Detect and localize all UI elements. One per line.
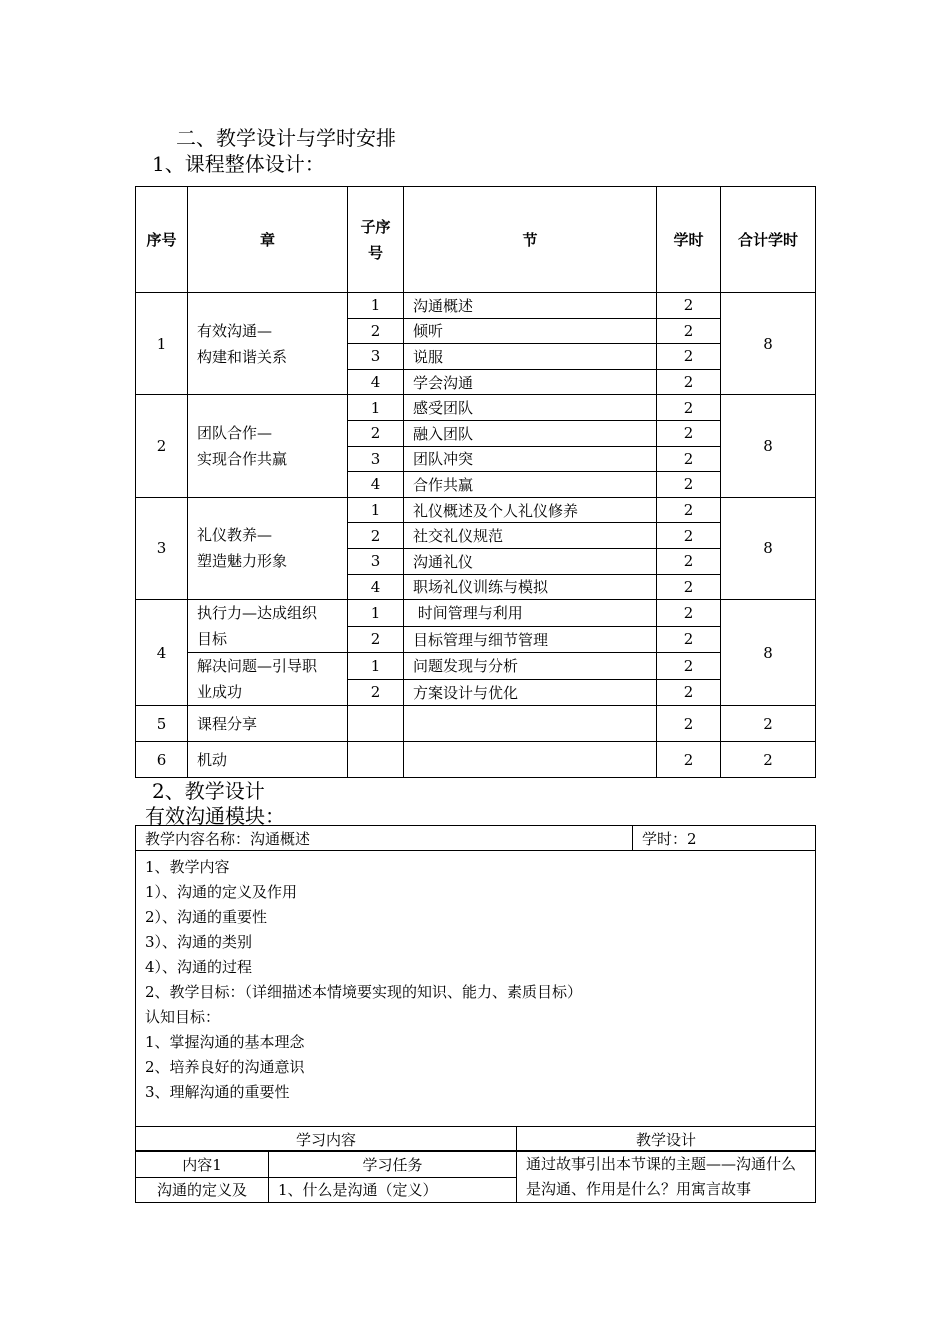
lesson-content-cell (136, 851, 816, 1151)
section-hours: 2 (657, 293, 721, 319)
sub-no-empty (348, 742, 404, 778)
total-hours: 8 (721, 395, 816, 497)
learn-content-header: 学习内容 (136, 1127, 517, 1152)
content-line: 1）、沟通的定义及作用 (145, 883, 298, 901)
section-name: 沟通概述 (404, 293, 657, 319)
section-hours: 2 (657, 742, 721, 778)
sub-no: 1 (348, 600, 404, 627)
section-hours: 2 (657, 706, 721, 742)
group-no: 2 (136, 395, 188, 497)
section-name: 说服 (404, 344, 657, 370)
chapter-cell: 礼仪教养— 塑造魅力形象 (188, 497, 348, 599)
content-line: 1、掌握沟通的基本理念 (145, 1033, 305, 1051)
task-header: 学习任务 (269, 1152, 517, 1178)
section-name: 社交礼仪规范 (404, 523, 657, 549)
section-name: 沟通礼仪 (404, 548, 657, 574)
group-no: 1 (136, 293, 188, 395)
section-hours: 2 (657, 574, 721, 600)
section-name: 职场礼仪训练与模拟 (404, 574, 657, 600)
table-row (136, 600, 816, 627)
lesson-hours: 学时：2 (633, 826, 816, 851)
lesson-content-table (135, 825, 816, 1151)
section-hours: 2 (657, 653, 721, 680)
task-cell: 1、什么是沟通（定义） (269, 1177, 517, 1203)
course-overall-table (135, 186, 816, 778)
lesson-body-row (136, 851, 816, 1151)
module-heading: 有效沟通模块： (145, 804, 285, 828)
content1-header: 内容1 (136, 1152, 269, 1178)
header-section: 节 (404, 187, 657, 293)
chapter-cell: 课程分享 (188, 706, 348, 742)
section-name: 礼仪概述及个人礼仪修养 (404, 497, 657, 523)
section-name: 学会沟通 (404, 369, 657, 395)
total-hours: 8 (721, 600, 816, 706)
table-row (136, 742, 816, 778)
content-line: 4）、沟通的过程 (145, 958, 253, 976)
group-no: 4 (136, 600, 188, 706)
content-line: 3、理解沟通的重要性 (145, 1083, 290, 1101)
section-hours: 2 (657, 420, 721, 446)
section-name: 时间管理与利用 (404, 600, 657, 627)
sub-no: 4 (348, 369, 404, 395)
total-hours: 8 (721, 497, 816, 599)
section-hours: 2 (657, 369, 721, 395)
sub-no: 3 (348, 548, 404, 574)
sub-no: 1 (348, 497, 404, 523)
section-name: 融入团队 (404, 420, 657, 446)
section-hours: 2 (657, 523, 721, 549)
section-hours: 2 (657, 548, 721, 574)
content-line: 认知目标： (145, 1008, 221, 1026)
table-row (136, 1127, 816, 1152)
chapter-cell: 有效沟通— 构建和谐关系 (188, 293, 348, 395)
content-line: 1、教学内容 (145, 858, 230, 876)
group-no: 3 (136, 497, 188, 599)
section-empty (404, 742, 657, 778)
table-header-row (136, 187, 816, 293)
content-line: 2）、沟通的重要性 (145, 908, 268, 926)
sub-no: 2 (348, 626, 404, 653)
teaching-design-heading: 2、教学设计 (152, 779, 265, 803)
sub-no-empty (348, 706, 404, 742)
header-total: 合计学时 (721, 187, 816, 293)
section-name: 方案设计与优化 (404, 679, 657, 706)
section-hours: 2 (657, 446, 721, 472)
section-hours: 2 (657, 600, 721, 627)
section-name: 倾听 (404, 318, 657, 344)
lesson-title-row (136, 826, 816, 851)
section-hours: 2 (657, 344, 721, 370)
sub-no: 4 (348, 472, 404, 498)
table-row (136, 1152, 816, 1178)
sub-no: 4 (348, 574, 404, 600)
chapter-cell: 执行力—达成组织 目标 (188, 600, 348, 653)
chapter-cell: 团队合作— 实现合作共赢 (188, 395, 348, 497)
section-hours: 2 (657, 318, 721, 344)
sub-no: 2 (348, 523, 404, 549)
overall-design-heading: 1、课程整体设计： (152, 152, 325, 176)
sub-no: 1 (348, 395, 404, 421)
group-no: 6 (136, 742, 188, 778)
section-name: 问题发现与分析 (404, 653, 657, 680)
sub-no: 2 (348, 318, 404, 344)
header-no: 序号 (136, 187, 188, 293)
table-row (136, 653, 816, 680)
section-hours: 2 (657, 395, 721, 421)
section-hours: 2 (657, 679, 721, 706)
sub-no: 2 (348, 420, 404, 446)
header-chapter: 章 (188, 187, 348, 293)
content-line: 2、教学目标：（详细描述本情境要实现的知识、能力、素质目标） (145, 983, 583, 1001)
sub-no: 2 (348, 679, 404, 706)
sub-no: 1 (348, 653, 404, 680)
section-hours: 2 (657, 626, 721, 653)
section-heading: 二、教学设计与学时安排 (176, 126, 396, 150)
table-row (136, 497, 816, 523)
chapter-cell: 机动 (188, 742, 348, 778)
sub-no: 1 (348, 293, 404, 319)
table-row (136, 395, 816, 421)
section-empty (404, 706, 657, 742)
section-hours: 2 (657, 472, 721, 498)
content-cell: 沟通的定义及 (136, 1177, 269, 1203)
section-hours: 2 (657, 497, 721, 523)
section-name: 团队冲突 (404, 446, 657, 472)
lesson-name: 教学内容名称：沟通概述 (136, 826, 633, 851)
section-name: 合作共赢 (404, 472, 657, 498)
sub-no: 3 (348, 446, 404, 472)
content-line: 2、培养良好的沟通意识 (145, 1058, 305, 1076)
table-row (136, 293, 816, 319)
table-row (136, 706, 816, 742)
header-hours: 学时 (657, 187, 721, 293)
section-name: 目标管理与细节管理 (404, 626, 657, 653)
total-hours: 2 (721, 742, 816, 778)
group-no: 5 (136, 706, 188, 742)
design-text: 通过故事引出本节课的主题——沟通什么是沟通、作用是什么？用寓言故事 (517, 1152, 816, 1203)
total-hours: 2 (721, 706, 816, 742)
teach-design-header: 教学设计 (517, 1127, 816, 1152)
learning-design-table (135, 1126, 816, 1203)
chapter-cell: 解决问题—引导职 业成功 (188, 653, 348, 706)
content-line: 3）、沟通的类别 (145, 933, 253, 951)
total-hours: 8 (721, 293, 816, 395)
header-subno: 子序号 (348, 187, 404, 293)
sub-no: 3 (348, 344, 404, 370)
section-name: 感受团队 (404, 395, 657, 421)
